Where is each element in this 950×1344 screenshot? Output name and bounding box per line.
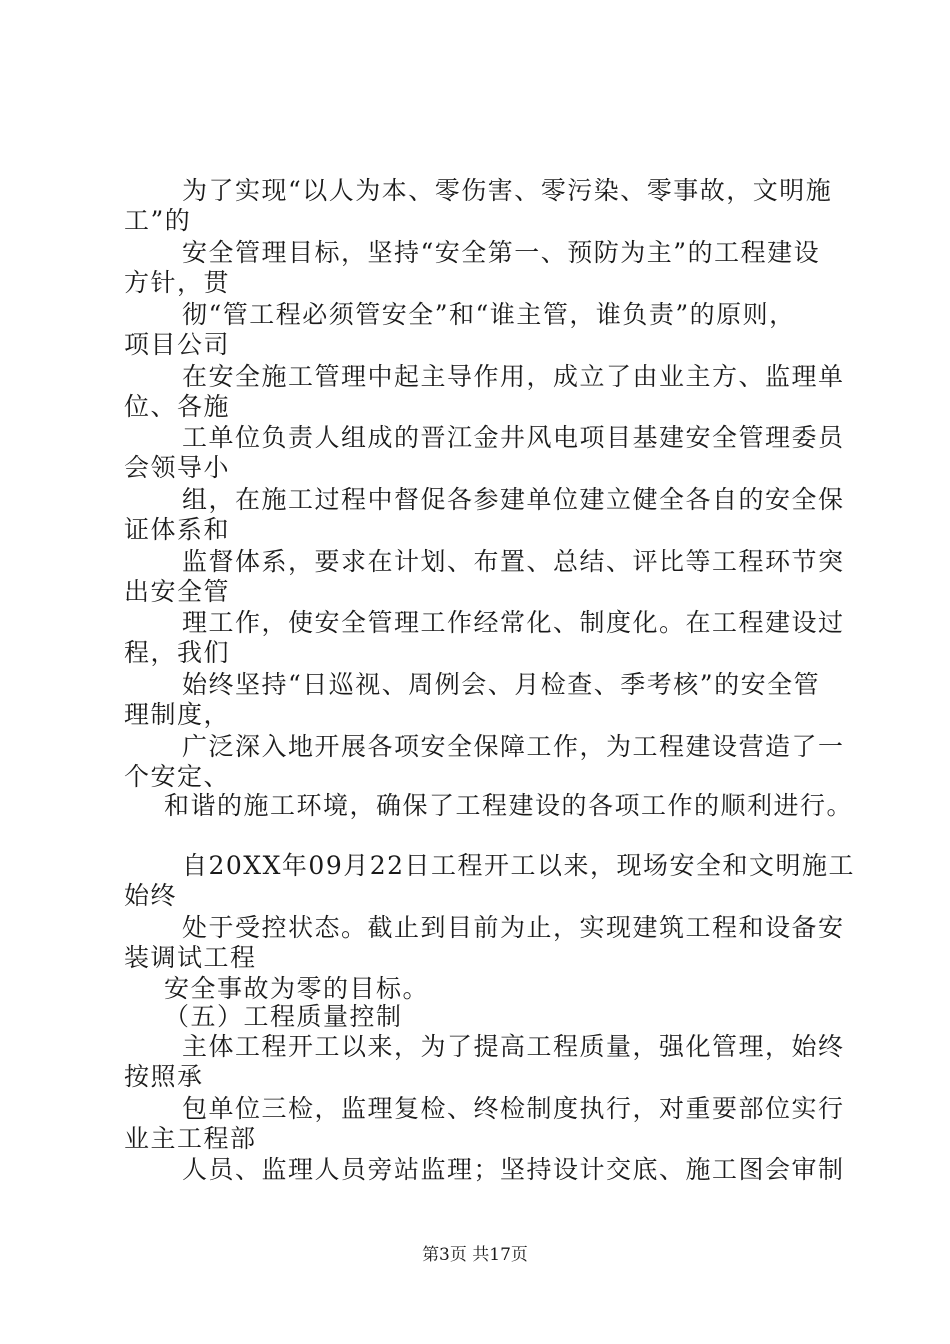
text-line: 安全事故为零的目标。	[164, 974, 430, 1003]
text-line: 工单位负责人组成的晋江金井风电项目基建安全管理委员	[182, 423, 845, 452]
text-line: 始终	[124, 881, 178, 910]
text-line: 位、各施	[124, 392, 231, 421]
text-line: 自20XX年09月22日工程开工以来，现场安全和文明施工	[182, 851, 856, 880]
text-line: 方针，贯	[124, 268, 231, 297]
text-line: 个安定、	[124, 762, 231, 791]
text-line: 程，我们	[124, 638, 231, 667]
page-number-footer: 第3页 共17页	[422, 1245, 528, 1265]
text-line: 项目公司	[124, 330, 231, 359]
text-line: 装调试工程	[124, 943, 257, 972]
text-line: 组，在施工过程中督促各参建单位建立健全各自的安全保	[182, 485, 845, 514]
text-line: 按照承	[124, 1062, 204, 1091]
text-line: 出安全管	[124, 577, 231, 606]
text-line: 人员、监理人员旁站监理；坚持设计交底、施工图会审制	[182, 1155, 845, 1184]
text-line: 在安全施工管理中起主导作用，成立了由业主方、监理单	[182, 362, 845, 391]
text-line: 业主工程部	[124, 1124, 257, 1153]
text-line: 为了实现“以人为本、零伤害、零污染、零事故，文明施	[182, 176, 833, 205]
text-line: 工”的	[124, 206, 192, 235]
text-line: 始终坚持“日巡视、周例会、月检查、季考核”的安全管	[182, 670, 821, 699]
text-line: 安全管理目标，坚持“安全第一、预防为主”的工程建设	[182, 238, 821, 267]
text-line: 处于受控状态。截止到目前为止，实现建筑工程和设备安	[182, 913, 845, 942]
text-line: 理制度，	[124, 700, 231, 729]
text-line: 包单位三检，监理复检、终检制度执行，对重要部位实行	[182, 1094, 845, 1123]
text-line: 和谐的施工环境，确保了工程建设的各项工作的顺利进行。	[164, 791, 854, 820]
text-line: 彻“管工程必须管安全”和“谁主管，谁负责”的原则，	[182, 300, 796, 329]
text-line: 监督体系，要求在计划、布置、总结、评比等工程环节突	[182, 547, 845, 576]
text-line: 会领导小	[124, 453, 231, 482]
text-line: 证体系和	[124, 515, 231, 544]
text-line: 理工作，使安全管理工作经常化、制度化。在工程建设过	[182, 608, 845, 637]
text-line: 广泛深入地开展各项安全保障工作，为工程建设营造了一	[182, 732, 845, 761]
text-line: 主体工程开工以来，为了提高工程质量，强化管理，始终	[182, 1032, 845, 1061]
section-heading: （五）工程质量控制	[164, 1002, 403, 1031]
